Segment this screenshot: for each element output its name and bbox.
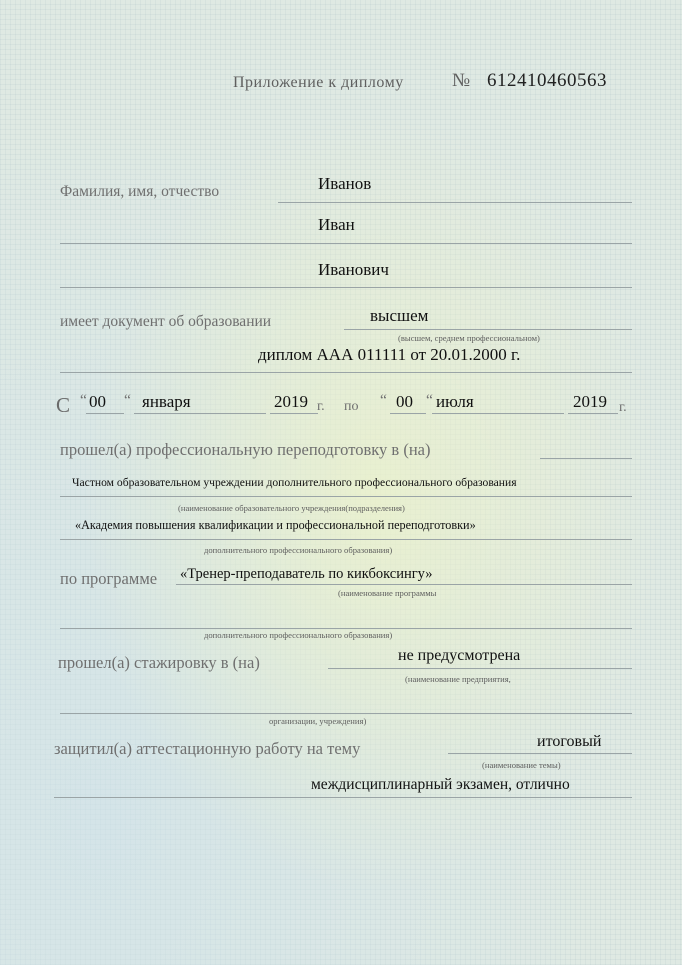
- internship-value: не предусмотрена: [398, 647, 521, 664]
- retraining-label: прошел(а) профессиональную переподготовку в (на): [60, 440, 431, 459]
- thesis-line-1: [448, 753, 632, 754]
- fio-line-1: [278, 202, 632, 203]
- quote-close-2: “: [426, 392, 433, 409]
- to-day-line: [390, 413, 426, 414]
- retraining-line-1: [540, 458, 632, 459]
- education-level-hint: (высшем, среднем профессиональном): [398, 333, 540, 343]
- from-day-line: [86, 413, 124, 414]
- thesis-value: итоговый: [537, 733, 602, 750]
- patronymic: Иванович: [318, 260, 389, 279]
- education-label: имеет документ об образовании: [60, 313, 272, 330]
- thesis-line-2: [54, 797, 632, 798]
- retraining-line-3: [60, 539, 632, 540]
- from-month-line: [134, 413, 266, 414]
- to-month-line: [432, 413, 564, 414]
- institution-line-1: Частном образовательном учреждении дополнительного профессионального образования: [72, 476, 517, 489]
- period-from-month: января: [142, 392, 191, 411]
- last-name: Иванов: [318, 174, 372, 193]
- period-from-prefix: С: [56, 393, 71, 417]
- period-from-day: 00: [89, 392, 106, 411]
- program-line-2: [60, 628, 632, 629]
- period-to-word: по: [344, 399, 359, 414]
- period-to-day: 00: [396, 392, 413, 411]
- internship-hint: (наименование предприятия,: [405, 674, 511, 684]
- education-document: диплом ААА 011111 от 20.01.2000 г.: [258, 345, 521, 364]
- fio-label: Фамилия, имя, отчество: [60, 183, 220, 200]
- institution-hint-2: дополнительного профессионального образования): [204, 545, 393, 555]
- to-year-line: [568, 413, 618, 414]
- education-level: высшем: [370, 306, 429, 325]
- fio-line-2: [60, 243, 632, 244]
- education-doc-line: [60, 372, 632, 373]
- internship-line-2: [60, 713, 632, 714]
- program-hint: (наименование программы: [338, 588, 437, 598]
- education-line: [344, 329, 632, 330]
- institution-line-2: «Академия повышения квалификации и профессиональной переподготовки»: [75, 518, 476, 532]
- diploma-number: 612410460563: [487, 70, 607, 91]
- appendix-title: Приложение к диплому: [233, 74, 404, 91]
- program-label: по программе: [60, 569, 158, 588]
- first-name: Иван: [318, 215, 355, 234]
- from-year-line: [270, 413, 318, 414]
- program-hint-2: дополнительного профессионального образования): [204, 630, 393, 640]
- quote-open-1: “: [80, 392, 87, 409]
- thesis-label: защитил(а) аттестационную работу на тему: [54, 739, 361, 758]
- thesis-hint: (наименование темы): [482, 760, 561, 770]
- period-to-year-suffix: г.: [619, 400, 627, 415]
- institution-hint: (наименование образовательного учреждения(подразделения): [178, 503, 405, 513]
- program-line-1: [176, 584, 632, 585]
- quote-close-1: “: [124, 392, 131, 409]
- period-from-year: 2019: [274, 392, 308, 411]
- retraining-line-2: [60, 496, 632, 497]
- period-to-year: 2019: [573, 392, 607, 411]
- number-sign: №: [452, 70, 471, 91]
- thesis-value-2: междисциплинарный экзамен, отлично: [311, 776, 570, 793]
- fio-line-3: [60, 287, 632, 288]
- internship-line-1: [328, 668, 632, 669]
- quote-open-2: “: [380, 392, 387, 409]
- period-to-month: июля: [436, 392, 474, 411]
- period-from-year-suffix: г.: [317, 399, 325, 414]
- internship-hint-2: организации, учреждения): [269, 716, 367, 726]
- program-name: «Тренер-преподаватель по кикбоксингу»: [180, 566, 433, 582]
- internship-label: прошел(а) стажировку в (на): [58, 653, 260, 672]
